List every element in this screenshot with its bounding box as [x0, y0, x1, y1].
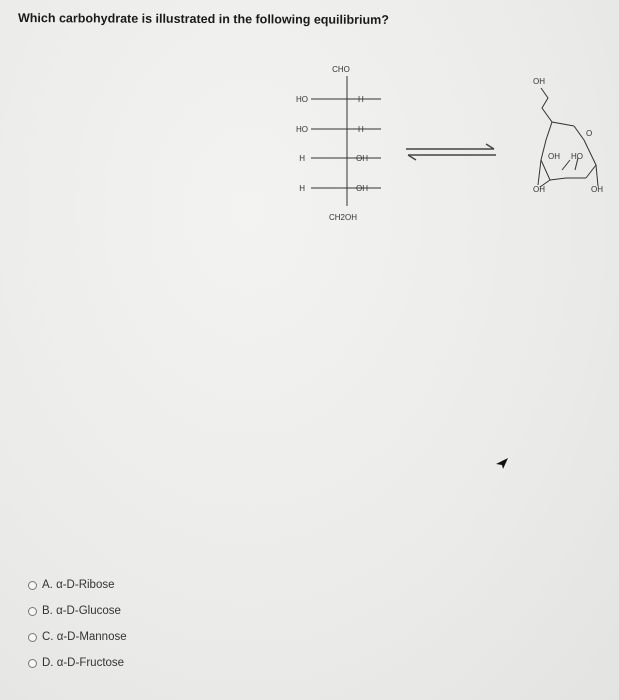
fischer-row4-right: OH — [356, 184, 368, 193]
ring-bottom-left-oh: OH — [533, 185, 545, 194]
answer-options — [28, 572, 127, 676]
fischer-row1-left: HO — [296, 95, 308, 104]
option-c-label: α-D-Mannose — [56, 631, 127, 643]
option-a[interactable] — [28, 572, 127, 598]
fischer-row2-right: H — [358, 125, 364, 134]
option-c[interactable] — [28, 624, 127, 650]
option-d-label: α-D-Fructose — [56, 657, 125, 669]
radio-a[interactable] — [28, 581, 37, 590]
fischer-row3-right: OH — [356, 154, 368, 163]
fischer-row4-left: H — [299, 184, 305, 193]
ring-inner-left-oh: OH — [548, 152, 560, 161]
equilibrium-diagram — [0, 0, 619, 260]
option-a-label: α-D-Ribose — [56, 579, 115, 591]
option-d[interactable] — [28, 650, 127, 676]
option-b-label: α-D-Glucose — [56, 605, 121, 617]
option-b-letter: B. — [42, 605, 53, 617]
fischer-row3-left: H — [299, 154, 305, 163]
option-b[interactable] — [28, 598, 127, 624]
ring-inner-right-ho: HO — [571, 152, 583, 161]
option-c-letter: C. — [42, 631, 54, 643]
ring-top-oh: OH — [533, 77, 545, 86]
fischer-row2-left: HO — [296, 125, 308, 134]
equilibrium-arrow — [406, 144, 496, 160]
fischer-top-label: CHO — [332, 65, 350, 74]
radio-b[interactable] — [28, 607, 37, 616]
option-a-letter: A. — [42, 579, 53, 591]
fischer-bottom-label: CH2OH — [328, 213, 358, 222]
radio-c[interactable] — [28, 633, 37, 642]
radio-d[interactable] — [28, 659, 37, 668]
option-d-letter: D. — [42, 657, 54, 669]
fischer-row1-right: H — [358, 95, 364, 104]
ring-bottom-right-oh: OH — [591, 185, 603, 194]
mouse-cursor-icon — [495, 456, 509, 470]
ring-oxygen: O — [586, 129, 593, 138]
question-text: Which carbohydrate is illustrated in the following equilibrium? — [17, 11, 389, 27]
